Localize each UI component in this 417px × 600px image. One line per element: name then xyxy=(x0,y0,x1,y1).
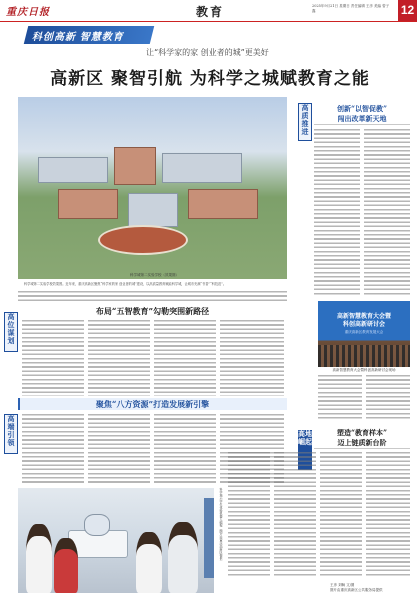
col-eight-3 xyxy=(154,414,216,484)
col-eight-1 xyxy=(22,414,84,484)
right-bottom-title-2: 迈上链质新台阶 xyxy=(337,438,387,447)
building xyxy=(128,193,178,227)
right-mid-column-2 xyxy=(366,375,410,421)
masthead: 重庆日报 xyxy=(6,7,50,18)
divider xyxy=(314,124,410,125)
side-label-top xyxy=(298,103,312,141)
right-bottom-column-1 xyxy=(228,452,270,578)
student xyxy=(136,532,162,593)
building xyxy=(38,157,108,183)
right-bottom-column-3 xyxy=(320,452,362,578)
hero-caption: 科学城第二实验学校（效果图） xyxy=(130,273,179,277)
building xyxy=(58,189,118,219)
running-track xyxy=(98,225,188,255)
section-name: 教育 xyxy=(196,5,225,19)
campus-rendering-image xyxy=(18,97,287,279)
right-bottom-column-2 xyxy=(274,452,316,578)
main-title: 高新区 聚智引航 为科学之城赋教育之能 xyxy=(50,69,370,89)
student xyxy=(168,522,198,593)
intro-text-lines xyxy=(18,291,287,303)
page-number: 12 xyxy=(398,0,417,21)
section-title-five: 布局“五智教育”勾勒突围新路径 xyxy=(95,306,210,316)
conference-title xyxy=(326,313,402,329)
side-label-mid-text: 高位谋划 xyxy=(7,312,15,345)
issue-meta: 2025年9月21日 星期日 责任编辑 王彦 美编 曾子鑫 xyxy=(312,4,390,13)
right-top-column-2 xyxy=(364,129,410,295)
kids-caption: 科学城小学生体验机器人编程（图片由重庆高新区提供） xyxy=(214,488,222,593)
right-headline-1: 创新“以智促教” xyxy=(336,104,388,113)
audience xyxy=(318,345,410,367)
student xyxy=(54,538,78,593)
side-label-top-text: 高质推进 xyxy=(301,103,309,136)
col-five-3 xyxy=(154,320,216,396)
banner-text: 科创高新 智慧教育 xyxy=(32,32,124,43)
side-label-mid2 xyxy=(4,414,18,454)
col-eight-2 xyxy=(88,414,150,484)
page-header xyxy=(0,0,417,22)
intro-text: 科学城第二实验学校效果图。近年来，重庆高新区聚焦“科学家的家 创业者的城”建设，以高质量教育赋能科学城，让城市充满“书香”“科技范”。 xyxy=(24,282,227,286)
section-title-eight: 聚焦“八方资源”打造发展新引擎 xyxy=(95,399,210,409)
right-headline-2: 闯出改革新天地 xyxy=(337,114,387,123)
col-five-4 xyxy=(220,320,284,396)
conference-photo xyxy=(318,301,410,367)
right-bottom-title-1: 塑造“教育样本” xyxy=(336,428,388,437)
subhead: 让“科学家的家 创业者的城”更美好 xyxy=(146,48,269,57)
byline xyxy=(330,583,410,592)
building xyxy=(114,147,156,185)
right-top-column-1 xyxy=(314,129,360,295)
right-mid-column-1 xyxy=(318,375,362,421)
col-five-2 xyxy=(88,320,150,396)
conference-title-line2: 科创高新研讨会 xyxy=(342,322,385,328)
side-label-mid xyxy=(4,312,18,352)
byline-photo-credit: 图片由重庆高新区公共服务局提供 xyxy=(330,587,383,592)
conference-caption: 高新智慧教育大会暨科创高新研讨会现场 xyxy=(332,368,396,372)
byline-authors: 王彦 刘畅 文/图 xyxy=(330,583,355,587)
student xyxy=(26,524,52,593)
divider xyxy=(314,448,410,449)
students-robot-photo xyxy=(18,488,222,593)
conference-title-line1: 高新智慧教育大会暨 xyxy=(336,314,391,320)
building xyxy=(162,153,242,183)
conference-subtitle: 重庆高新区教育发展大会 xyxy=(344,330,384,334)
robot xyxy=(84,514,110,536)
side-label-mid2-text: 高端引领 xyxy=(7,414,15,447)
col-five-1 xyxy=(22,320,84,396)
right-bottom-column-4 xyxy=(366,452,410,578)
side-label-bottom-text: 高地崛起 xyxy=(298,429,312,446)
building xyxy=(188,189,258,219)
